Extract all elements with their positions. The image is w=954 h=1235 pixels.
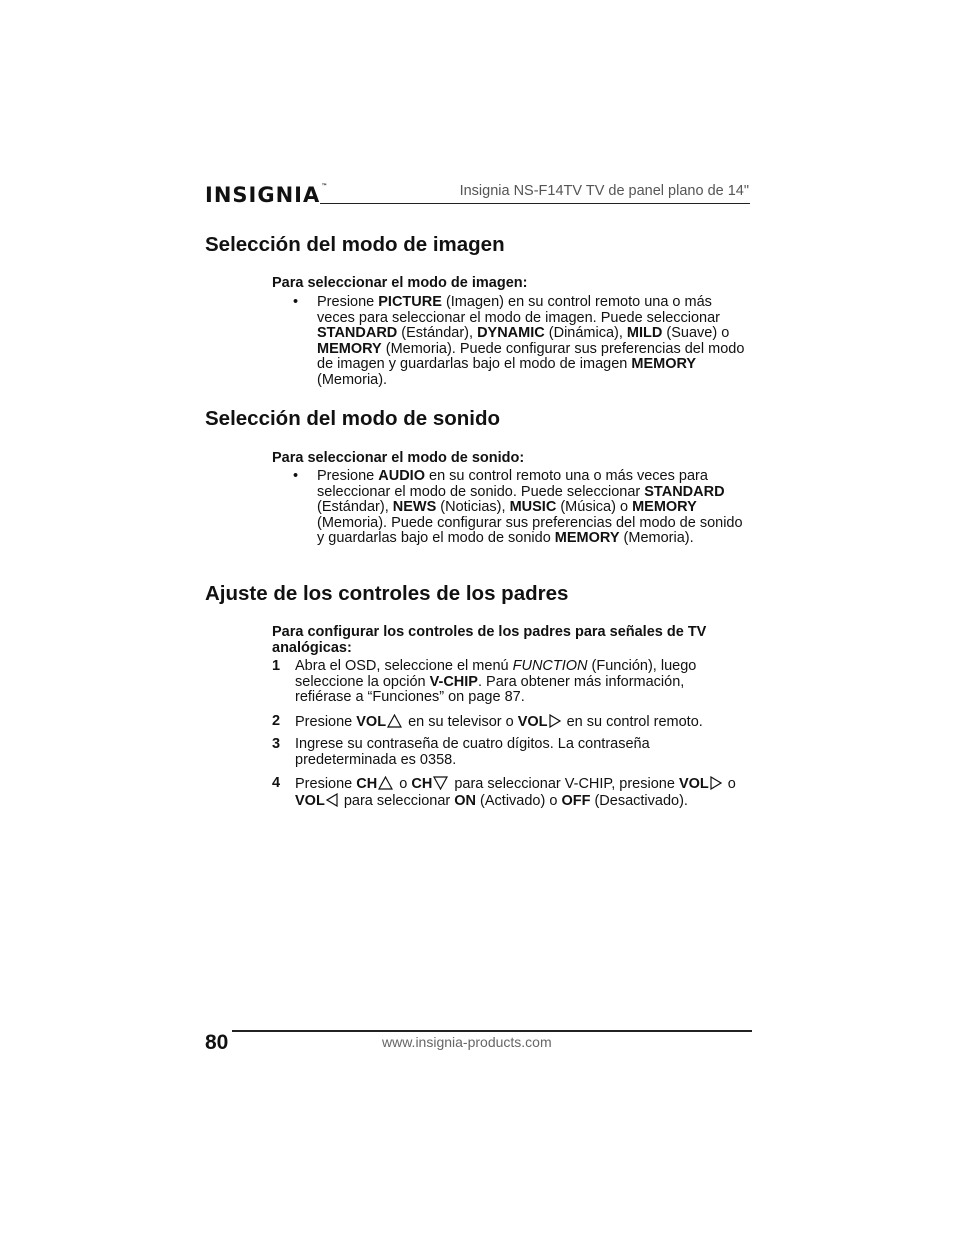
triangle-right-icon: [549, 714, 561, 728]
step-1: 1 Abra el OSD, seleccione el menú FUNCTION (Función), luego seleccione la opción V-CHIP. Para obtener más información, refiérase a “Funciones” on page 87.: [272, 658, 697, 706]
triangle-right-icon: [710, 776, 722, 790]
subheading-parental-controls: Para configurar los controles de los padres para señales de TV analógicas:: [272, 624, 707, 656]
triangle-left-icon: [326, 793, 338, 807]
header-title: Insignia NS-F14TV TV de panel plano de 14": [459, 183, 749, 199]
bullet-dot: •: [293, 294, 299, 310]
triangle-up-icon: [387, 714, 402, 728]
heading-sound-mode: Selección del modo de sonido: [205, 407, 501, 430]
bullet-dot: •: [293, 468, 299, 484]
footer-rule: [232, 1030, 752, 1032]
bullet-picture-mode: • Presione PICTURE (Imagen) en su control remoto una o más veces para seleccionar el modo de imagen. Puede seleccionar STANDARD (Estándar), DYNAMIC (Dinámica), MILD (Suave) o MEMORY (Memoria). Puede configurar sus preferencias del modo de imagen y guardarlas bajo el modo de imagen MEMORY (Memoria).: [293, 294, 745, 388]
triangle-down-icon: [433, 776, 448, 790]
step-2: 2 Presione VOL en su televisor o VOL en su control remoto.: [272, 713, 703, 730]
header-rule: [320, 203, 750, 204]
heading-parental-controls: Ajuste de los controles de los padres: [205, 582, 569, 605]
triangle-up-icon: [378, 776, 393, 790]
page-number: 80: [205, 1031, 229, 1054]
subheading-sound-mode: Para seleccionar el modo de sonido:: [272, 450, 525, 466]
footer-url: www.insignia-products.com: [382, 1034, 552, 1050]
bullet-sound-mode: • Presione AUDIO en su control remoto una o más veces para seleccionar el modo de sonido. Puede seleccionar STANDARD (Estándar), NEWS (Noticias), MUSIC (Música) o MEMORY (Memoria). Puede configurar sus preferencias del modo de sonido y guardarlas bajo el modo de sonido MEMORY (Memoria).: [293, 468, 743, 547]
heading-picture-mode: Selección del modo de imagen: [205, 233, 505, 256]
insignia-logo: INSIGNIA™: [205, 183, 329, 207]
step-4: 4 Presione CH o CH para seleccionar V-CHIP, presione VOL o VOL para seleccionar ON (Activado) o OFF (Desactivado).: [272, 775, 736, 809]
subheading-picture-mode: Para seleccionar el modo de imagen:: [272, 275, 528, 291]
step-3: 3 Ingrese su contraseña de cuatro dígitos. La contraseña predeterminada es 0358.: [272, 736, 650, 768]
